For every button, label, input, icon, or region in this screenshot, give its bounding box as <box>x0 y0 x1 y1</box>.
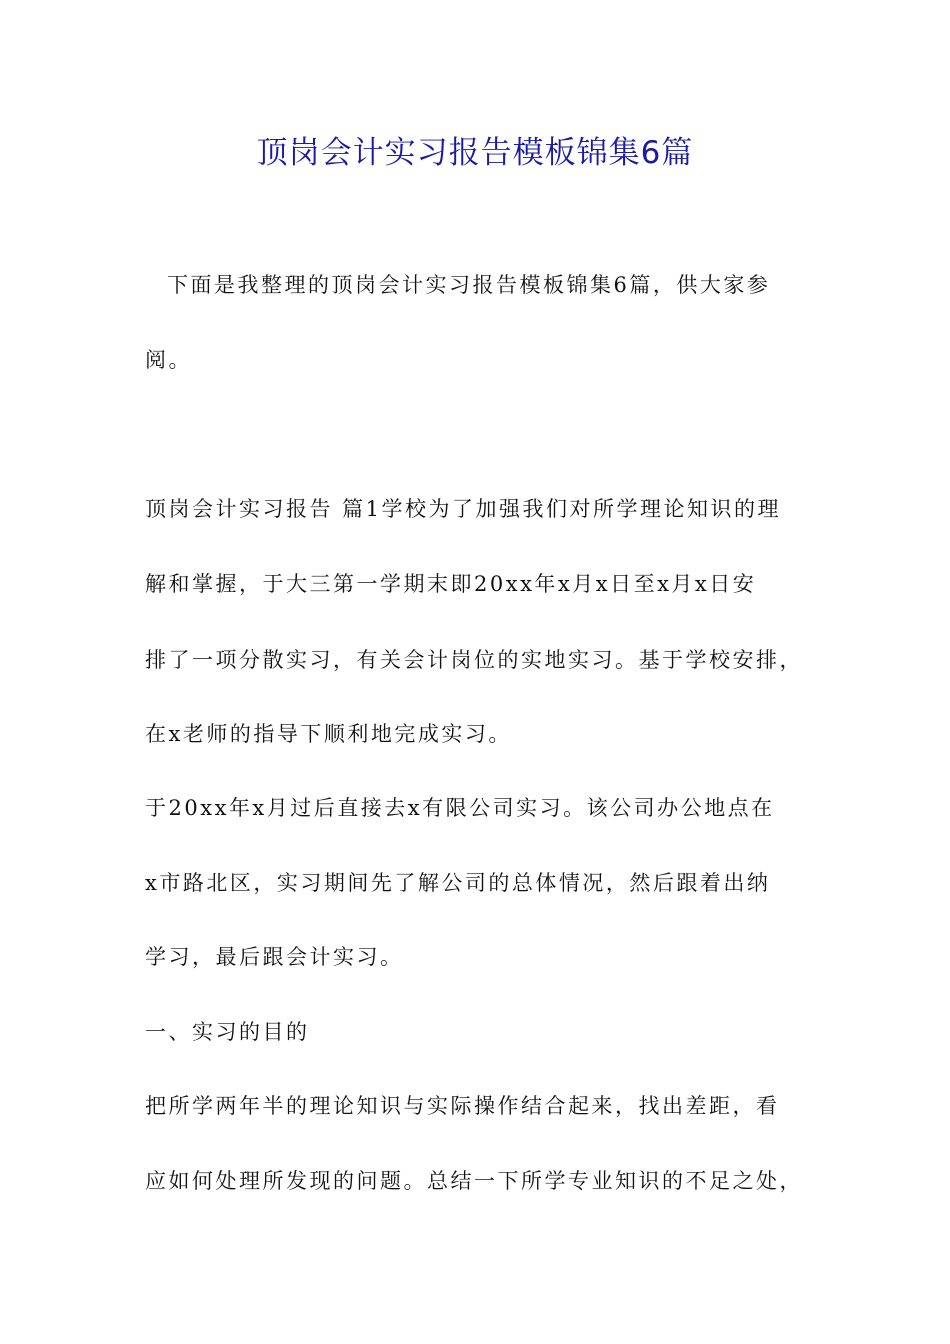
paragraph-line: x市路北区，实习期间先了解公司的总体情况，然后跟着出纳 <box>145 871 771 895</box>
intro-line-1: 下面是我整理的顶岗会计实习报告模板锦集6篇，供大家参 <box>167 273 771 297</box>
paragraph-line: 排了一项分散实习，有关会计岗位的实地实习。基于学校安排， <box>145 648 803 672</box>
paragraph-line: 在x老师的指导下顺利地完成实习。 <box>145 722 512 746</box>
paragraph-line: 于20xx年x月过后直接去x有限公司实习。该公司办公地点在 <box>145 796 775 820</box>
paragraph-line: 解和掌握，于大三第一学期末即20xx年x月x日至x月x日安 <box>145 572 757 596</box>
paragraph-line: 应如何处理所发现的问题。总结一下所学专业知识的不足之处， <box>145 1169 803 1193</box>
section-heading: 一、实习的目的 <box>145 1020 310 1044</box>
document-title: 顶岗会计实习报告模板锦集6篇 <box>256 135 694 171</box>
paragraph-line: 顶岗会计实习报告 篇1学校为了加强我们对所学理论知识的理 <box>145 497 782 521</box>
paragraph-line: 学习，最后跟会计实习。 <box>145 945 404 969</box>
paragraph-line: 把所学两年半的理论知识与实际操作结合起来，找出差距，看 <box>145 1094 780 1118</box>
intro-line-2: 阅。 <box>145 348 192 372</box>
